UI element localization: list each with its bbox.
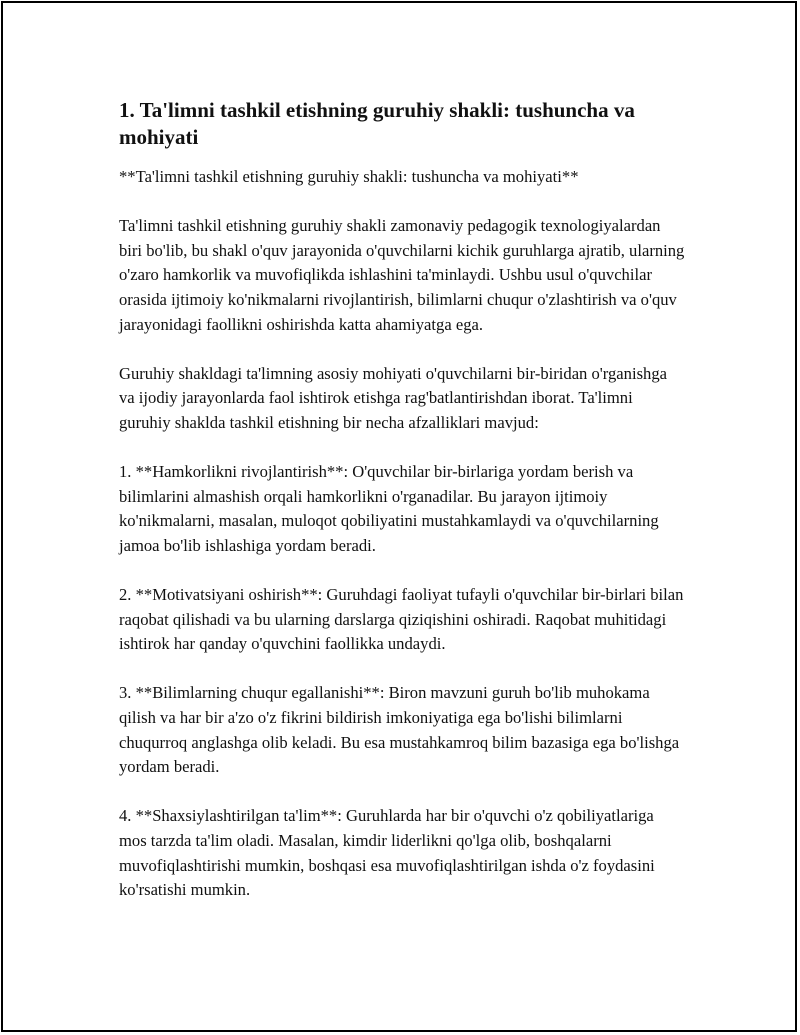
document-heading: 1. Ta'limni tashkil etishning guruhiy shakli: tushuncha va mohiyati [119,98,635,149]
document-subtitle: **Ta'limni tashkil etishning guruhiy shakli: tushuncha va mohiyati** [119,167,579,186]
list-item-motivation: 2. **Motivatsiyani oshirish**: Guruhdagi faoliyat tufayli o'quvchilar bir-birlari bilan raqobat qilishadi va bu ularning darslarga qiziqishini oshiradi. Raqobat muhitidagi ishtirok har qanday o'quvchini faollikka undaydi. [119,585,684,654]
document-page [2,2,796,1031]
list-item-cooperation: 1. **Hamkorlikni rivojlantirish**: O'quvchilar bir-birlariga yordam berish va bilimlarini almashish orqali hamkorlikni o'rganadilar. Bu jarayon ijtimoiy ko'nikmalarni, masalan, muloqot qobiliyatini mustahkamlaydi va o'quvchilarning jamoa bo'lib ishlashiga yordam beradi. [119,462,659,555]
document-content [119,97,685,927]
list-item-deep-knowledge: 3. **Bilimlarning chuqur egallanishi**: Biron mavzuni guruh bo'lib muhokama qilish va har bir a'zo o'z fikrini bildirish imkoniyatiga ega bo'lishi bilimlarni chuqurroq anglashga olib keladi. Bu esa mustahkamroq bilim bazasiga ega bo'lishga yordam beradi. [119,683,680,777]
list-item-personalized-learning: 4. **Shaxsiylashtirilgan ta'lim**: Guruhlarda har bir o'quvchi o'z qobiliyatlariga mos tarzda ta'lim oladi. Masalan, kimdir liderlikni qo'lga olib, boshqalarni muvofiqlashtirishi mumkin, boshqasi esa muvofiqlashtirilgan ishda o'z foydasini ko'rsatishi mumkin. [119,806,655,900]
paragraph-essence: Guruhiy shakldagi ta'limning asosiy mohiyati o'quvchilarni bir-biridan o'rganishga va ijodiy jarayonlarda faol ishtirok etishga rag'batlantirishdan iborat. Ta'limni guruhiy shaklda tashkil etishning bir necha afzalliklari mavjud: [119,363,667,432]
paragraph-intro: Ta'limni tashkil etishning guruhiy shakli zamonaviy pedagogik texnologiyalardan biri bo'lib, bu shakl o'quv jarayonida o'quvchilarni kichik guruhlarga ajratib, ularning o'zaro hamkorlik va muvofiqlikda ishlashini ta'minlaydi. Ushbu usul o'quvchilar orasida ijtimoiy ko'nikmalarni rivojlantirish, bilimlarni chuqur o'zlashtirish va o'quv jarayonidagi faollikni oshirishda katta ahamiyatga ega. [119,216,685,334]
